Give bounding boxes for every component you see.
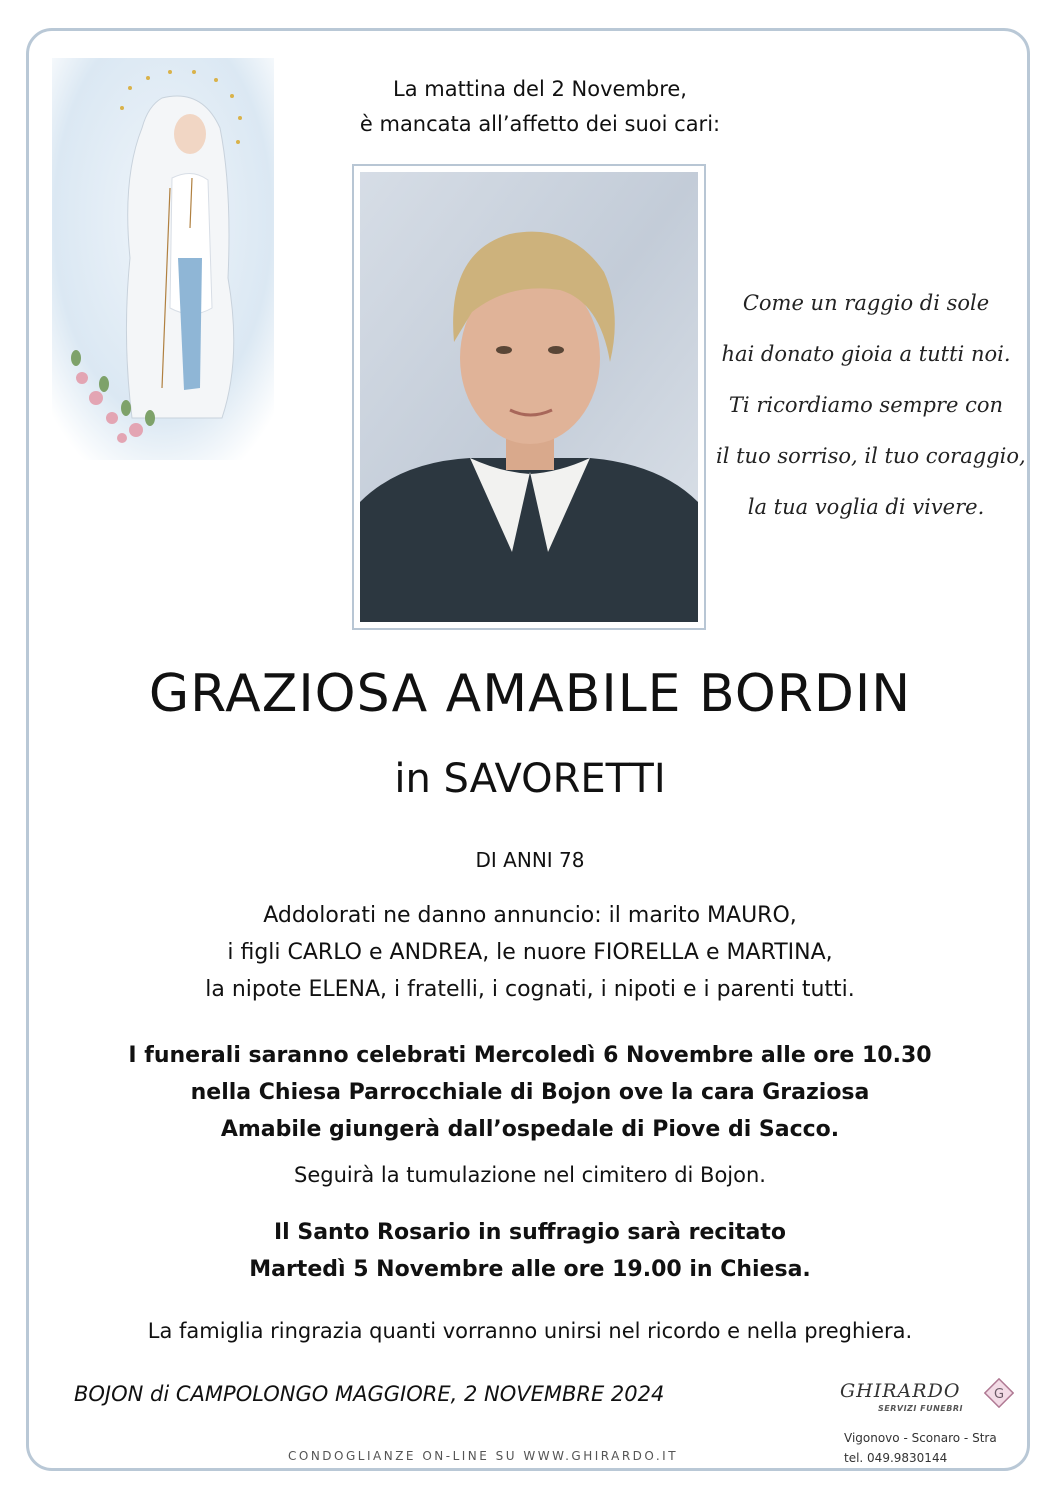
intro-line-1: La mattina del 2 Novembre, (393, 77, 687, 101)
place-date: BOJON di CAMPOLONGO MAGGIORE, 2 NOVEMBRE 2024 (74, 1382, 665, 1406)
rosary-line-1: Il Santo Rosario in suffragio sarà recitato (273, 1220, 787, 1245)
agency-diamond-icon (984, 1378, 1014, 1408)
agency-logo (834, 1376, 1034, 1416)
announcement-line-2: i figli CARLO e ANDREA, le nuore FIORELLA e MARTINA, (227, 940, 833, 965)
married-name: in SAVORETTI (394, 756, 666, 802)
announcement-line-3: la nipote ELENA, i fratelli, i cognati, i nipoti e i parenti tutti. (205, 977, 855, 1002)
poem-line-3: Ti ricordiamo sempre con (728, 393, 1004, 417)
funeral-line-2: nella Chiesa Parrocchiale di Bojon ove la cara Graziosa (190, 1080, 870, 1105)
funeral-line-1: I funerali saranno celebrati Mercoledì 6 Novembre alle ore 10.30 (128, 1043, 932, 1068)
funeral-line-3: Amabile giungerà dall’ospedale di Piove di Sacco. (220, 1117, 840, 1142)
rosary-line-2: Martedì 5 Novembre alle ore 19.00 in Chiesa. (249, 1257, 811, 1282)
portrait-photo (360, 172, 698, 622)
poem-line-5: la tua voglia di vivere. (747, 495, 985, 519)
age: DI ANNI 78 (475, 848, 585, 872)
poem (716, 278, 1026, 533)
agency-subtitle: SERVIZI FUNEBRI (878, 1404, 963, 1413)
agency-locations: Vigonovo - Sconaro - Stra (844, 1431, 997, 1445)
deceased-name: GRAZIOSA AMABILE BORDIN (148, 664, 912, 724)
madonna-image (52, 58, 274, 460)
agency-name: GHIRARDO (840, 1380, 961, 1402)
poem-line-4: il tuo sorriso, il tuo coraggio, (716, 444, 1026, 468)
agency-logo-letter: G (993, 1387, 1005, 1402)
portrait-frame (352, 164, 706, 630)
announcement-line-1: Addolorati ne danno annuncio: il marito MAURO, (263, 903, 797, 928)
poem-line-2: hai donato gioia a tutti noi. (721, 342, 1011, 366)
rosary-details (30, 1214, 1030, 1288)
agency-contact (844, 1428, 1004, 1468)
intro-line-2: è mancata all’affetto dei suoi cari: (359, 112, 721, 136)
condolences-footer: CONDOGLIANZE ON-LINE SU WWW.GHIRARDO.IT (288, 1449, 679, 1463)
agency-phone: tel. 049.9830144 (844, 1451, 948, 1465)
funeral-details (30, 1037, 1030, 1148)
intro-text (330, 72, 750, 142)
thanks-text: La famiglia ringrazia quanti vorranno unirsi nel ricordo e nella preghiera. (147, 1319, 913, 1343)
poem-line-1: Come un raggio di sole (742, 291, 990, 315)
announcement (30, 897, 1030, 1008)
burial-info: Seguirà la tumulazione nel cimitero di Bojon. (294, 1163, 766, 1187)
